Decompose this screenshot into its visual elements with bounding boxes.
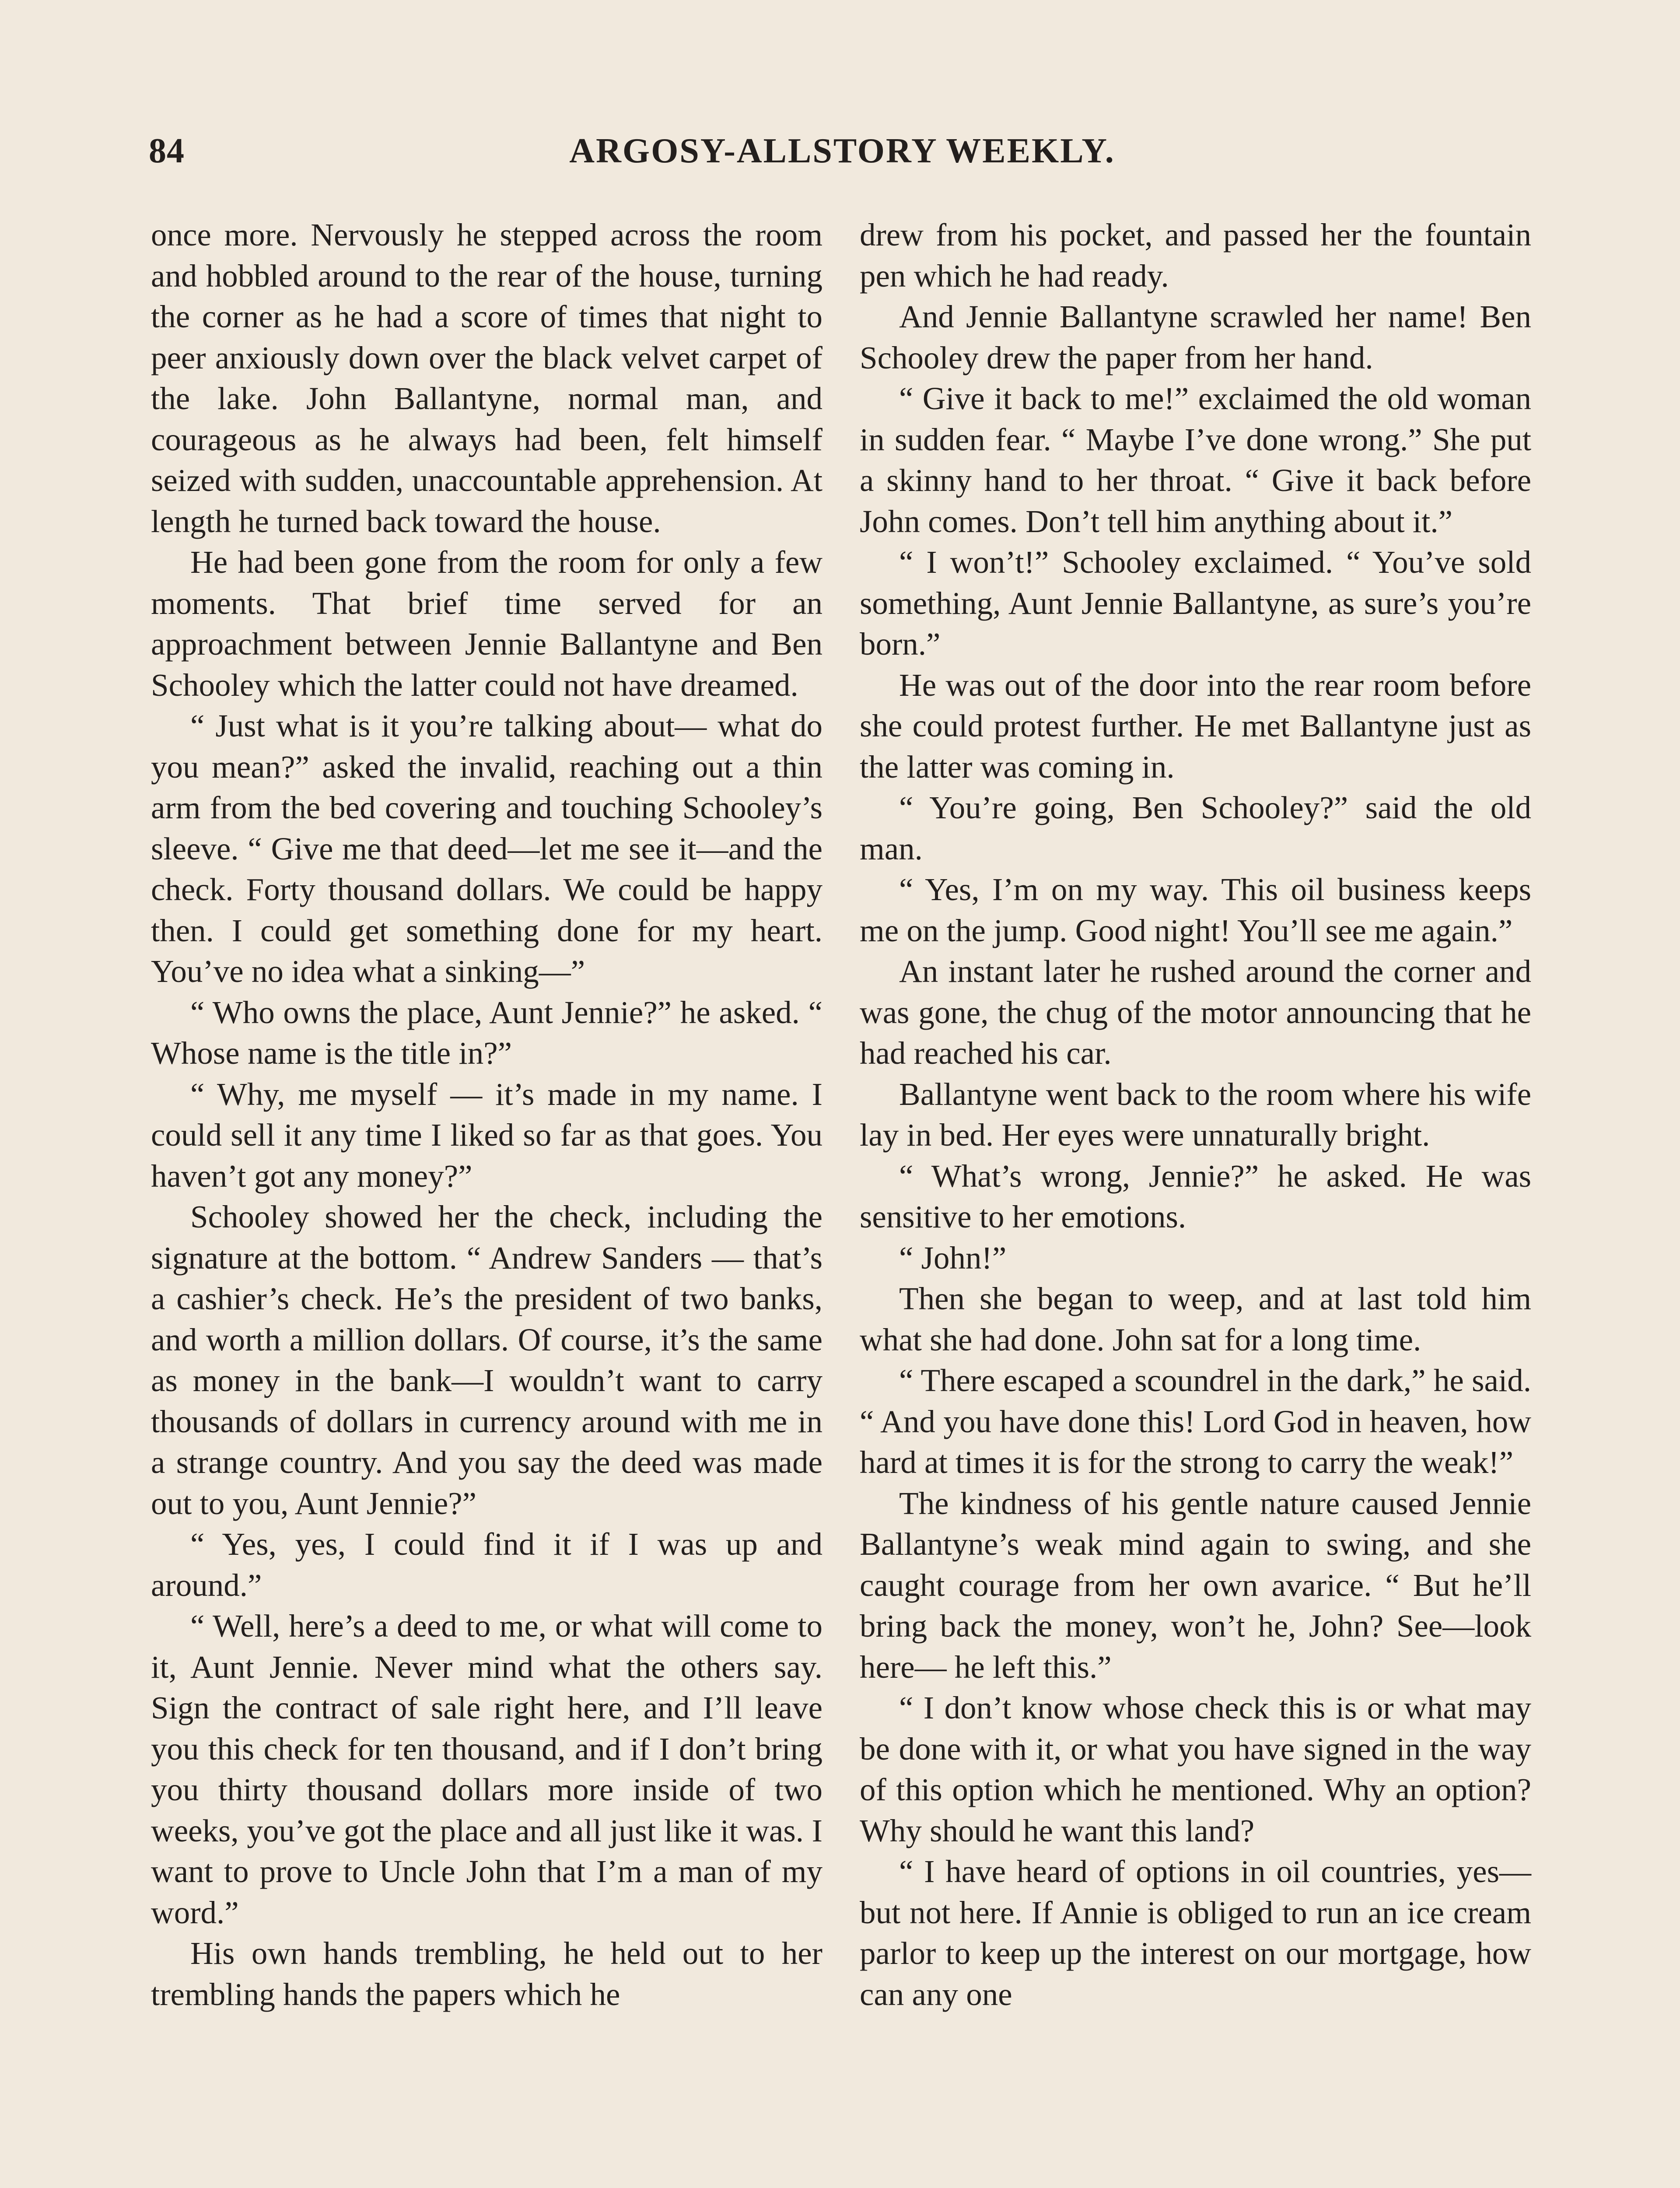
right-column	[860, 214, 1531, 2015]
paragraph: “ Who owns the place, Aunt Jennie?” he asked. “ Whose name is the title in?”	[151, 994, 822, 1071]
paragraph: drew from his pocket, and passed her the fountain pen which he had ready.	[860, 217, 1531, 294]
paragraph: “ Why, me myself — it’s made in my name. I could sell it any time I liked so far as that goes. You haven’t got any money?”	[151, 1076, 822, 1194]
paragraph: His own hands trembling, he held out to her trembling hands the papers which he	[151, 1936, 822, 2012]
paragraph: “ There escaped a scoundrel in the dark,” he said. “ And you have done this! Lord God in heaven, how hard at times it is for the strong to carry the weak!”	[860, 1363, 1531, 1480]
paragraph: “ Yes, yes, I could find it if I was up and around.”	[151, 1526, 822, 1603]
paragraph: Then she began to weep, and at last told him what she had done. John sat for a long time.	[860, 1281, 1531, 1357]
paragraph: “ I won’t!” Schooley exclaimed. “ You’ve sold something, Aunt Jennie Ballantyne, as sure’s you’re born.”	[860, 544, 1531, 662]
paragraph: “ Well, here’s a deed to me, or what will come to it, Aunt Jennie. Never mind what the others say. Sign the contract of sale right here, and I’ll leave you this check for ten thousand, and if I don’t bring you thirty thousand dollars more inside of two weeks, you’ve got the place and all just like it was. I want to prove to Uncle John that I’m a man of my word.”	[151, 1608, 822, 1930]
paragraph: An instant later he rushed around the corner and was gone, the chug of the motor announcing that he had reached his car.	[860, 954, 1531, 1071]
paragraph: “ I have heard of options in oil countries, yes—but not here. If Annie is obliged to run an ice cream parlor to keep up the interest on our mortgage, how can any one	[860, 1854, 1531, 2012]
paragraph: He had been gone from the room for only a few moments. That brief time served for an approachment between Jennie Ballantyne and Ben Schooley which the latter could not have dreamed.	[151, 544, 822, 703]
page-header	[149, 131, 1536, 179]
paragraph: “ I don’t know whose check this is or what may be done with it, or what you have signed in the way of this option which he mentioned. Why an option? Why should he want this land?	[860, 1690, 1531, 1848]
paragraph: He was out of the door into the rear room before she could protest further. He met Ballantyne just as the latter was coming in.	[860, 667, 1531, 785]
paragraph: “ You’re going, Ben Schooley?” said the old man.	[860, 790, 1531, 866]
running-title: ARGOSY-ALLSTORY WEEKLY.	[569, 132, 1115, 170]
paragraph: “ Give it back to me!” exclaimed the old woman in sudden fear. “ Maybe I’ve done wrong.” She put a skinny hand to her throat. “ Give it back before John comes. Don’t tell him anything about it.”	[860, 381, 1531, 539]
left-column	[151, 214, 822, 2015]
paragraph: Schooley showed her the check, including the signature at the bottom. “ Andrew Sanders — that’s a cashier’s check. He’s the president of two banks, and worth a million dollars. Of course, it’s the same as money in the bank—I wouldn’t want to carry thousands of dollars in currency around with me in a strange country. And you say the deed was made out to you, Aunt Jennie?”	[151, 1199, 822, 1521]
paragraph: “ John!”	[899, 1240, 1007, 1276]
paragraph: The kindness of his gentle nature caused Jennie Ballantyne’s weak mind again to swing, and she caught courage from her own avarice. “ But he’ll bring back the money, won’t he, John? See—look here— he left this.”	[860, 1485, 1531, 1685]
page-number: 84	[149, 132, 185, 170]
paragraph: And Jennie Ballantyne scrawled her name! Ben Schooley drew the paper from her hand.	[860, 299, 1531, 375]
paragraph: Ballantyne went back to the room where his wife lay in bed. Her eyes were unnaturally bright.	[860, 1076, 1531, 1153]
paragraph: “ What’s wrong, Jennie?” he asked. He was sensitive to her emotions.	[860, 1158, 1531, 1234]
paragraph: “ Just what is it you’re talking about— what do you mean?” asked the invalid, reaching out a thin arm from the bed covering and touching Schooley’s sleeve. “ Give me that deed—let me see it—and the check. Forty thousand dollars. We could be happy then. I could get something done for my heart. You’ve no idea what a sinking—”	[151, 708, 822, 989]
paragraph: “ Yes, I’m on my way. This oil business keeps me on the jump. Good night! You’ll see me again.”	[860, 872, 1531, 948]
paragraph: once more. Nervously he stepped across the room and hobbled around to the rear of the house, turning the corner as he had a score of times that night to peer anxiously down over the black velvet carpet of the lake. John Ballantyne, normal man, and courageous as he always had been, felt himself seized with sudden, unaccountable apprehension. At length he turned back toward the house.	[151, 217, 822, 539]
